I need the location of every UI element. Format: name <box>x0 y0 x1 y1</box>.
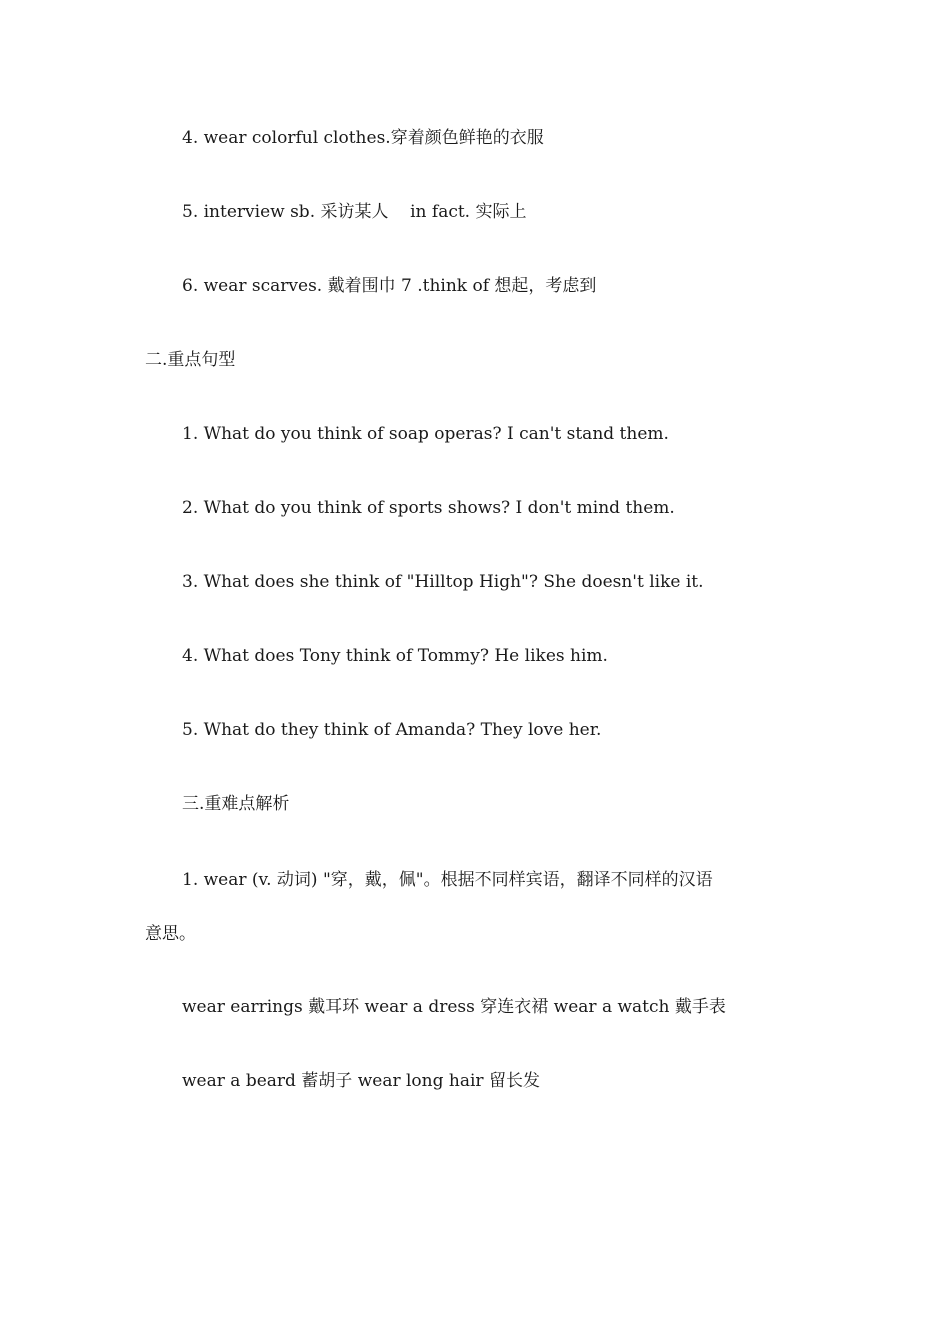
sentence-item-1: 1. What do you think of soap operas? I can't stand them. <box>182 424 669 444</box>
sentence-item-3: 3. What does she think of "Hilltop High"? She doesn't like it. <box>182 572 704 592</box>
sentence-item-5: 5. What do they think of Amanda? They love her. <box>182 720 602 740</box>
vocab-item-6: 6. wear scarves. 戴着围巾 7 .think of 想起，考虑到 <box>182 276 597 296</box>
vocab-item-5: 5. interview sb. 采访某人 in fact. 实际上 <box>182 202 527 222</box>
section-heading-key-points: 三.重难点解析 <box>182 794 290 814</box>
example-line-1: wear earrings 戴耳环 wear a dress 穿连衣裙 wear a watch 戴手表 <box>182 997 726 1017</box>
sentence-item-2: 2. What do you think of sports shows? I don't mind them. <box>182 498 675 518</box>
example-line-2: wear a beard 蓄胡子 wear long hair 留长发 <box>182 1071 540 1091</box>
sentence-item-4: 4. What does Tony think of Tommy? He likes him. <box>182 646 608 666</box>
section-heading-key-sentences: 二.重点句型 <box>145 350 236 370</box>
analysis-point-1-continued: 意思。 <box>145 924 196 944</box>
vocab-item-4: 4. wear colorful clothes.穿着颜色鲜艳的衣服 <box>182 128 544 148</box>
analysis-point-1: 1. wear (v. 动词) "穿，戴，佩"。根据不同样宾语，翻译不同样的汉语 <box>182 870 713 890</box>
